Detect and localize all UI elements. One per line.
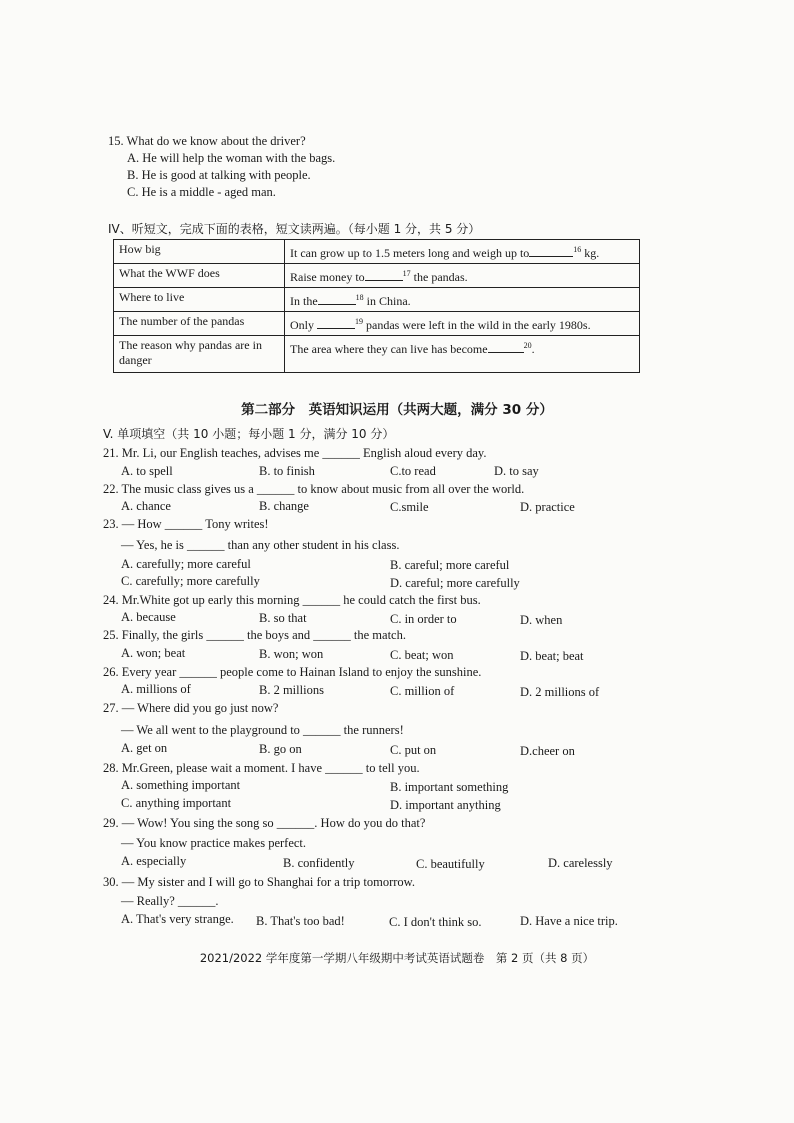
q23-reply: — Yes, he is ______ than any other student in his class. bbox=[121, 538, 400, 552]
q25-option-c: C. beat; won bbox=[390, 648, 454, 662]
q30-option-a: A. That's very strange. bbox=[121, 912, 234, 926]
q21-option-c: C.to read bbox=[390, 464, 436, 478]
q27-option-c: C. put on bbox=[390, 743, 437, 757]
q22-option-a: A. chance bbox=[121, 499, 171, 513]
q26-option-d: D. 2 millions of bbox=[520, 685, 600, 699]
q29-reply: — You know practice makes perfect. bbox=[121, 836, 307, 850]
q27-stem: 27. — Where did you go just now? bbox=[103, 701, 279, 715]
q24-option-b: B. so that bbox=[259, 611, 307, 625]
q23-option-d: D. careful; more carefully bbox=[390, 576, 520, 590]
q26-option-a: A. millions of bbox=[121, 682, 191, 696]
q25-option-d: D. beat; beat bbox=[520, 649, 584, 663]
q29-stem: 29. — Wow! You sing the song so ______. How do you do that? bbox=[103, 816, 426, 830]
q15-option-a: A. He will help the woman with the bags. bbox=[127, 151, 336, 165]
q29-option-c: C. beautifully bbox=[416, 857, 485, 871]
q24-option-a: A. because bbox=[121, 610, 176, 624]
table-key: Where to live bbox=[114, 288, 285, 312]
q22-option-b: B. change bbox=[259, 499, 309, 513]
q28-option-a: A. something important bbox=[121, 778, 241, 792]
q23-stem: 23. — How ______ Tony writes! bbox=[103, 517, 269, 531]
q30-option-d: D. Have a nice trip. bbox=[520, 914, 618, 928]
table-key: The number of the pandas bbox=[114, 312, 285, 336]
panda-info-table bbox=[113, 239, 640, 373]
q25-option-b: B. won; won bbox=[259, 647, 324, 661]
q24-option-c: C. in order to bbox=[390, 612, 457, 626]
table-value: Only $^{19}$ pandas were left in the wild in the early 1980s. bbox=[285, 312, 640, 336]
q27-option-d: D.cheer on bbox=[520, 744, 575, 758]
q15-stem: 15. What do we know about the driver? bbox=[108, 134, 306, 148]
q23-option-c: C. carefully; more carefully bbox=[121, 574, 260, 588]
table-key: How big bbox=[114, 240, 285, 264]
q22-option-c: C.smile bbox=[390, 500, 429, 514]
table-value: Raise money to $^{17}$ the pandas. bbox=[285, 264, 640, 288]
q26-stem: 26. Every year ______ people come to Hainan Island to enjoy the sunshine. bbox=[103, 665, 482, 679]
q25-stem: 25. Finally, the girls ______ the boys and ______ the match. bbox=[103, 628, 406, 642]
table-row bbox=[114, 336, 640, 373]
table-value: The area where they can live has become $^{20}$. bbox=[285, 336, 640, 373]
table-row bbox=[114, 240, 640, 264]
table-value: In the $^{18}$ in China. bbox=[285, 288, 640, 312]
q15-option-b: B. He is good at talking with people. bbox=[127, 168, 311, 182]
table-row bbox=[114, 288, 640, 312]
table-row bbox=[114, 264, 640, 288]
q30-option-c: C. I don't think so. bbox=[389, 915, 482, 929]
q27-option-b: B. go on bbox=[259, 742, 302, 756]
q23-option-b: B. careful; more careful bbox=[390, 558, 510, 572]
q15-option-c: C. He is a middle - aged man. bbox=[127, 185, 276, 199]
section-5-title: V. 单项填空（共 10 小题；每小题 1 分，满分 10 分） bbox=[103, 427, 395, 441]
q21-option-b: B. to finish bbox=[259, 464, 315, 478]
q21-option-a: A. to spell bbox=[121, 464, 173, 478]
table-key: The reason why pandas are in danger bbox=[114, 336, 285, 373]
q22-option-d: D. practice bbox=[520, 500, 575, 514]
q25-option-a: A. won; beat bbox=[121, 646, 186, 660]
q30-option-b: B. That's too bad! bbox=[256, 914, 345, 928]
q26-option-b: B. 2 millions bbox=[259, 683, 324, 697]
table-row bbox=[114, 312, 640, 336]
table-value: It can grow up to 1.5 meters long and weigh up to $^{16}$ kg. bbox=[285, 240, 640, 264]
part-2-title: 第二部分 英语知识运用（共两大题，满分 30 分） bbox=[241, 402, 553, 418]
q24-option-d: D. when bbox=[520, 613, 563, 627]
q27-option-a: A. get on bbox=[121, 741, 168, 755]
q29-option-a: A. especially bbox=[121, 854, 187, 868]
q21-stem: 21. Mr. Li, our English teaches, advises me ______ English aloud every day. bbox=[103, 446, 487, 460]
table-key: What the WWF does bbox=[114, 264, 285, 288]
q28-option-b: B. important something bbox=[390, 780, 509, 794]
q22-stem: 22. The music class gives us a ______ to know about music from all over the world. bbox=[103, 482, 525, 496]
q21-option-d: D. to say bbox=[494, 464, 539, 478]
q30-reply: — Really? ______. bbox=[121, 894, 219, 908]
q26-option-c: C. million of bbox=[390, 684, 455, 698]
q23-option-a: A. carefully; more careful bbox=[121, 557, 251, 571]
q27-reply: — We all went to the playground to ______ the runners! bbox=[121, 723, 404, 737]
q29-option-b: B. confidently bbox=[283, 856, 355, 870]
q28-stem: 28. Mr.Green, please wait a moment. I have ______ to tell you. bbox=[103, 761, 420, 775]
q24-stem: 24. Mr.White got up early this morning ______ he could catch the first bus. bbox=[103, 593, 481, 607]
q28-option-c: C. anything important bbox=[121, 796, 232, 810]
page-footer: 2021/2022 学年度第一学期八年级期中考试英语试题卷 第 2 页（共 8 页） bbox=[199, 951, 595, 965]
q28-option-d: D. important anything bbox=[390, 798, 501, 812]
q29-option-d: D. carelessly bbox=[548, 856, 613, 870]
q30-stem: 30. — My sister and I will go to Shanghai for a trip tomorrow. bbox=[103, 875, 415, 889]
section-4-title: IV、听短文，完成下面的表格，短文读两遍。（每小题 1 分，共 5 分） bbox=[108, 222, 481, 236]
